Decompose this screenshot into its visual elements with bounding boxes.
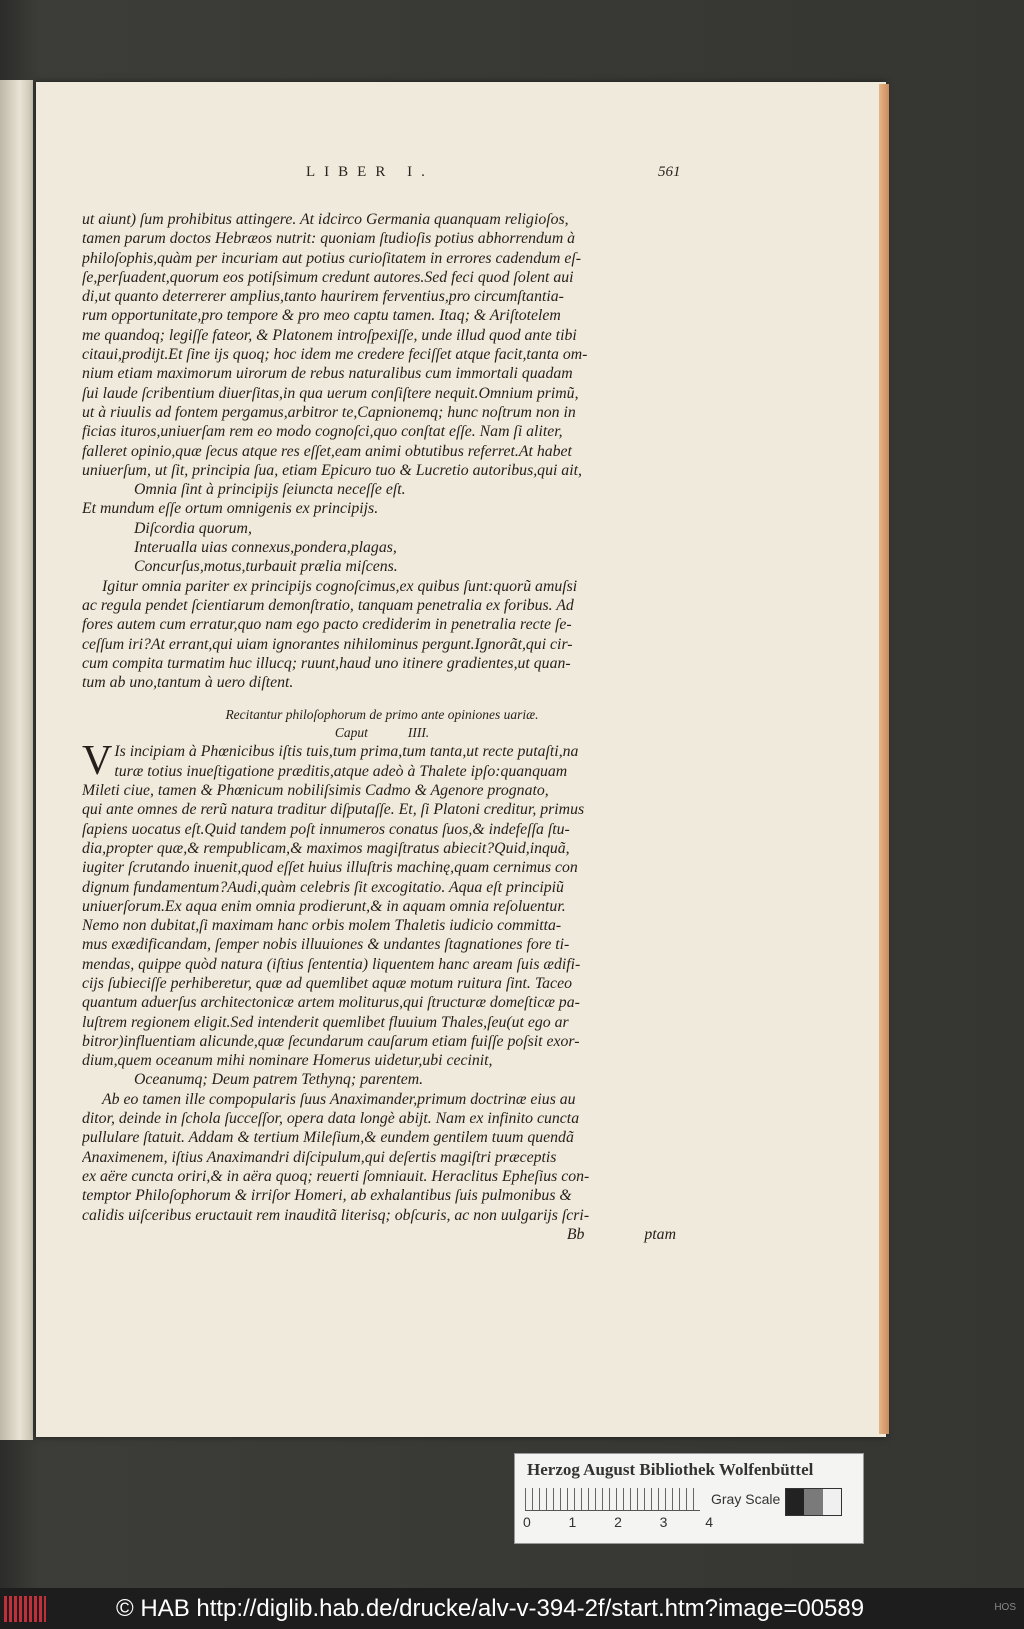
chapter-number bbox=[82, 724, 682, 742]
text-line: Ab eo tamen ille compopularis ſuus Anaximander,primum doctrinæ eius au bbox=[102, 1090, 576, 1108]
text-line: ceſſum iri?At errant,qui uiam ignorantes nihilominus pergunt.Ignorãt,qui cir- bbox=[82, 635, 573, 653]
text-line: Interualla uias connexus,pondera,plagas, bbox=[134, 539, 397, 557]
gray-patch bbox=[804, 1489, 822, 1515]
text-line: tamen parum doctos Hebræos nutrit: quoniam ſtudioſis potius abhorrendum à bbox=[82, 230, 576, 248]
caput-number: IIII. bbox=[407, 725, 430, 741]
gray-patch bbox=[786, 1489, 804, 1515]
left-page-edge bbox=[0, 80, 33, 1440]
text-line: ex aëre cuncta oriri,& in aëra quoq; reuerti ſomniauit. Heraclitus Epheſius con- bbox=[82, 1167, 590, 1185]
text-line: Nemo non dubitat,ſi maximam hanc orbis molem Thaletis iudicio committa- bbox=[82, 917, 562, 935]
verse-block bbox=[82, 519, 682, 577]
gray-patch bbox=[823, 1489, 841, 1515]
text-line: ac regula pendet ſcientiarum demonſtratio, tanquam penetralia ex foribus. Ad bbox=[82, 596, 574, 614]
text-line: falleret opinio,quæ ſecus atque res eſſet,eam animi obtutibus referret.At habet bbox=[82, 442, 572, 460]
paragraph-2 bbox=[82, 577, 682, 693]
text-line: Mileti ciue, tamen & Phœnicum nobiliſsimis Cadmo & Agenore prognato, bbox=[82, 782, 549, 800]
hab-logo-icon bbox=[4, 1596, 46, 1622]
text-line: di,ut quanto deterrerer amplius,tanto haurirem ferventius,pro circumſtantia- bbox=[82, 288, 564, 306]
paragraph-1 bbox=[82, 210, 682, 480]
text-line: turæ totius inueſtigatione præditis,atque adeò à Thalete ipſo:quanquam bbox=[114, 762, 568, 780]
text-line: ſapiens uocatus eſt.Quid tandem poſt innumeros conatus ſuos,& indefeſſa ſtu- bbox=[82, 820, 570, 838]
text-line: uniuerſorum.Ex aqua enim omnia prodierunt,& in aquam omnia reſoluentur. bbox=[82, 897, 566, 915]
text-line: mus exædificandam, ſemper nobis illuuiones & undantes ſtagnationes fore ti- bbox=[82, 936, 570, 954]
paragraph-3 bbox=[82, 738, 682, 1070]
text-line: Is incipiam à Phœnicibus iſtis tuis,tum prima,tum tanta,ut recte putaſti,na bbox=[114, 743, 579, 761]
ruler-number: 4 bbox=[705, 1514, 713, 1530]
drop-initial: V bbox=[82, 738, 113, 785]
text-line: ut aiunt) ſum prohibitus attingere. At idcirco Germania quanquam religioſos, bbox=[82, 211, 569, 228]
text-line: citaui,prodijt.Et ſine ijs quoq; hoc idem me credere feciſſet atque facit,tanta om- bbox=[82, 346, 588, 364]
text-line: Concurſus,motus,turbauit prælia miſcens. bbox=[134, 558, 398, 576]
text-line: dia,propter quæ,& rempublicam,& maximos magiſtratus abiecit?Quid,inquã, bbox=[82, 839, 570, 857]
caput-label: Caput bbox=[334, 725, 368, 741]
text-line: ditor, deinde in ſchola ſucceſſor, opera data longè abijt. Nam ex infinito cuncta bbox=[82, 1110, 580, 1128]
catchword: ptam bbox=[644, 1225, 676, 1243]
text-line: Et mundum eſſe ortum omnigenis ex principijs. bbox=[82, 500, 379, 518]
chapter-heading: Recitantur philoſophorum de primo ante opiniones uariæ. bbox=[225, 707, 539, 723]
ruler-number: 3 bbox=[659, 1514, 668, 1530]
text-line: pullulare ſtatuit. Addam & tertium Mileſium,& eundem gentilem tuum quendã bbox=[82, 1129, 574, 1147]
paragraph-4 bbox=[82, 1090, 682, 1225]
page-number: 561 bbox=[658, 164, 681, 180]
text-line: cum compita turmatim huc illucq; ruunt,haud uno itinere gradientes,ut quan- bbox=[82, 654, 571, 672]
text-line: ut à riuulis ad fontem pergamus,arbitror te,Capnionemq; hunc noſtrum non in bbox=[82, 403, 576, 421]
calibration-bar bbox=[514, 1453, 864, 1544]
text-line: qui ante omnes de rerũ natura traditur diſputaſſe. Et, ſi Platoni creditur, primus bbox=[82, 801, 585, 819]
text-line: philoſophis,quàm per incuriam aut potius curioſitatem in errores cadendum eſ- bbox=[82, 249, 582, 267]
text-line: fores autem cum erratur,quo nam ego pacto crediderim in penetralia recte ſe- bbox=[82, 616, 572, 634]
footer-url[interactable]: © HAB http://diglib.hab.de/drucke/alv-v-394-2f/start.htm?image=00589 bbox=[116, 1595, 865, 1622]
text-line: calidis uiſceribus eructauit rem inauditã literisq; obſcuris, ac non uulgarijs ſcri- bbox=[82, 1206, 590, 1224]
text-line: Diſcordia quorum, bbox=[134, 519, 252, 537]
text-line: bitror)influentiam alicunde,quæ ſecundarum cauſarum etiam fuiſſe poſsit exor- bbox=[82, 1032, 580, 1050]
text-line: me quandoq; legiſſe fateor, & Platonem introſpexiſſe, unde illud quod ante tibi bbox=[82, 326, 577, 344]
ruler-number: 2 bbox=[614, 1514, 622, 1530]
text-line: quantum aduerſus architectonicæ artem moliturus,qui ſtructuræ domeſticæ pa- bbox=[82, 994, 580, 1012]
text-line: iugiter ſcrutando inuenit,quod eſſet huius illuſtris machinę,quam cernimus con bbox=[82, 859, 578, 877]
page-text bbox=[82, 210, 682, 1244]
ruler-number: 1 bbox=[568, 1514, 577, 1530]
footer-bar bbox=[0, 1588, 1024, 1629]
gray-scale-swatch bbox=[785, 1488, 842, 1516]
footer-mark: HOS bbox=[994, 1602, 1016, 1613]
page-fore-edge bbox=[879, 84, 889, 1434]
text-line: cijs ſubieciſſe perhiberetur, quæ ad quemlibet aquæ motum ruitura ſint. Taceo bbox=[82, 974, 572, 992]
text-line: dignum fundamentum?Audi,quàm celebris ſit excogitatio. Aqua eſt principiũ bbox=[82, 878, 564, 896]
text-line: ſui laude ſcribentium diuerſitas,in qua uerum conſiſtere nequit.Omnium primũ, bbox=[82, 384, 579, 402]
text-line: rum opportunitate,pro tempore & pro meo captu tamen. Itaq; & Ariſtotelem bbox=[82, 307, 561, 325]
text-line: nium etiam maximorum uirorum de rebus naturalibus cum immortali quadam bbox=[82, 365, 573, 383]
signature-mark: Bb bbox=[566, 1225, 585, 1243]
text-line: Igitur omnia pariter ex principijs cognoſcimus,ex quibus ſunt:quorũ amuſsi bbox=[102, 577, 578, 595]
verse-line: Oceanumq; Deum patrem Tethynq; parentem. bbox=[134, 1071, 424, 1089]
text-line: Anaximenem, iſtius Anaximandri diſcipulum,qui deſertis magiſtri præceptis bbox=[82, 1148, 557, 1166]
text-line: ficias ituros,uniuerſam rem eo modo cognoſci,quo conſtat eſſe. Nam ſi aliter, bbox=[82, 423, 563, 441]
text-line: tum ab uno,tantum à uero diſtent. bbox=[82, 674, 294, 692]
ruler-number: 0 bbox=[523, 1514, 531, 1530]
verse-line: Omnia ſint à principijs ſeiuncta neceſſe eſt. bbox=[134, 481, 406, 499]
text-line: mendas, quippe quòd natura (iſtius ſententia) liquentem hanc aream ſuis ædifi- bbox=[82, 955, 581, 973]
text-line: temptor Philoſophorum & irriſor Homeri, ab exhalantibus ſuis pulmonibus & bbox=[82, 1187, 572, 1205]
text-line: dium,quem oceanum mihi nominare Homerus uidetur,ubi cecinit, bbox=[82, 1052, 493, 1070]
gray-scale-label: Gray Scale bbox=[711, 1491, 781, 1507]
library-name: Herzog August Bibliothek Wolfenbüttel bbox=[527, 1460, 814, 1479]
text-line: ſe,perſuadent,quorum eos potiſsimum credunt autores.Sed feci quod ſolent aui bbox=[82, 268, 574, 286]
scale-ruler bbox=[525, 1488, 700, 1511]
running-title: LIBER I. bbox=[306, 164, 434, 180]
text-line: luſtrem regionem eligit.Sed intenderit quemlibet fluuium Thales,ſeu(ut ego ar bbox=[82, 1013, 569, 1031]
catchword-line bbox=[82, 1225, 682, 1244]
ruler-numbers bbox=[523, 1514, 713, 1530]
text-line: uniuerſum, ut ſit, principia ſua, etiam Epicuro tuo & Lucretio autoribus,qui ait, bbox=[82, 461, 582, 479]
